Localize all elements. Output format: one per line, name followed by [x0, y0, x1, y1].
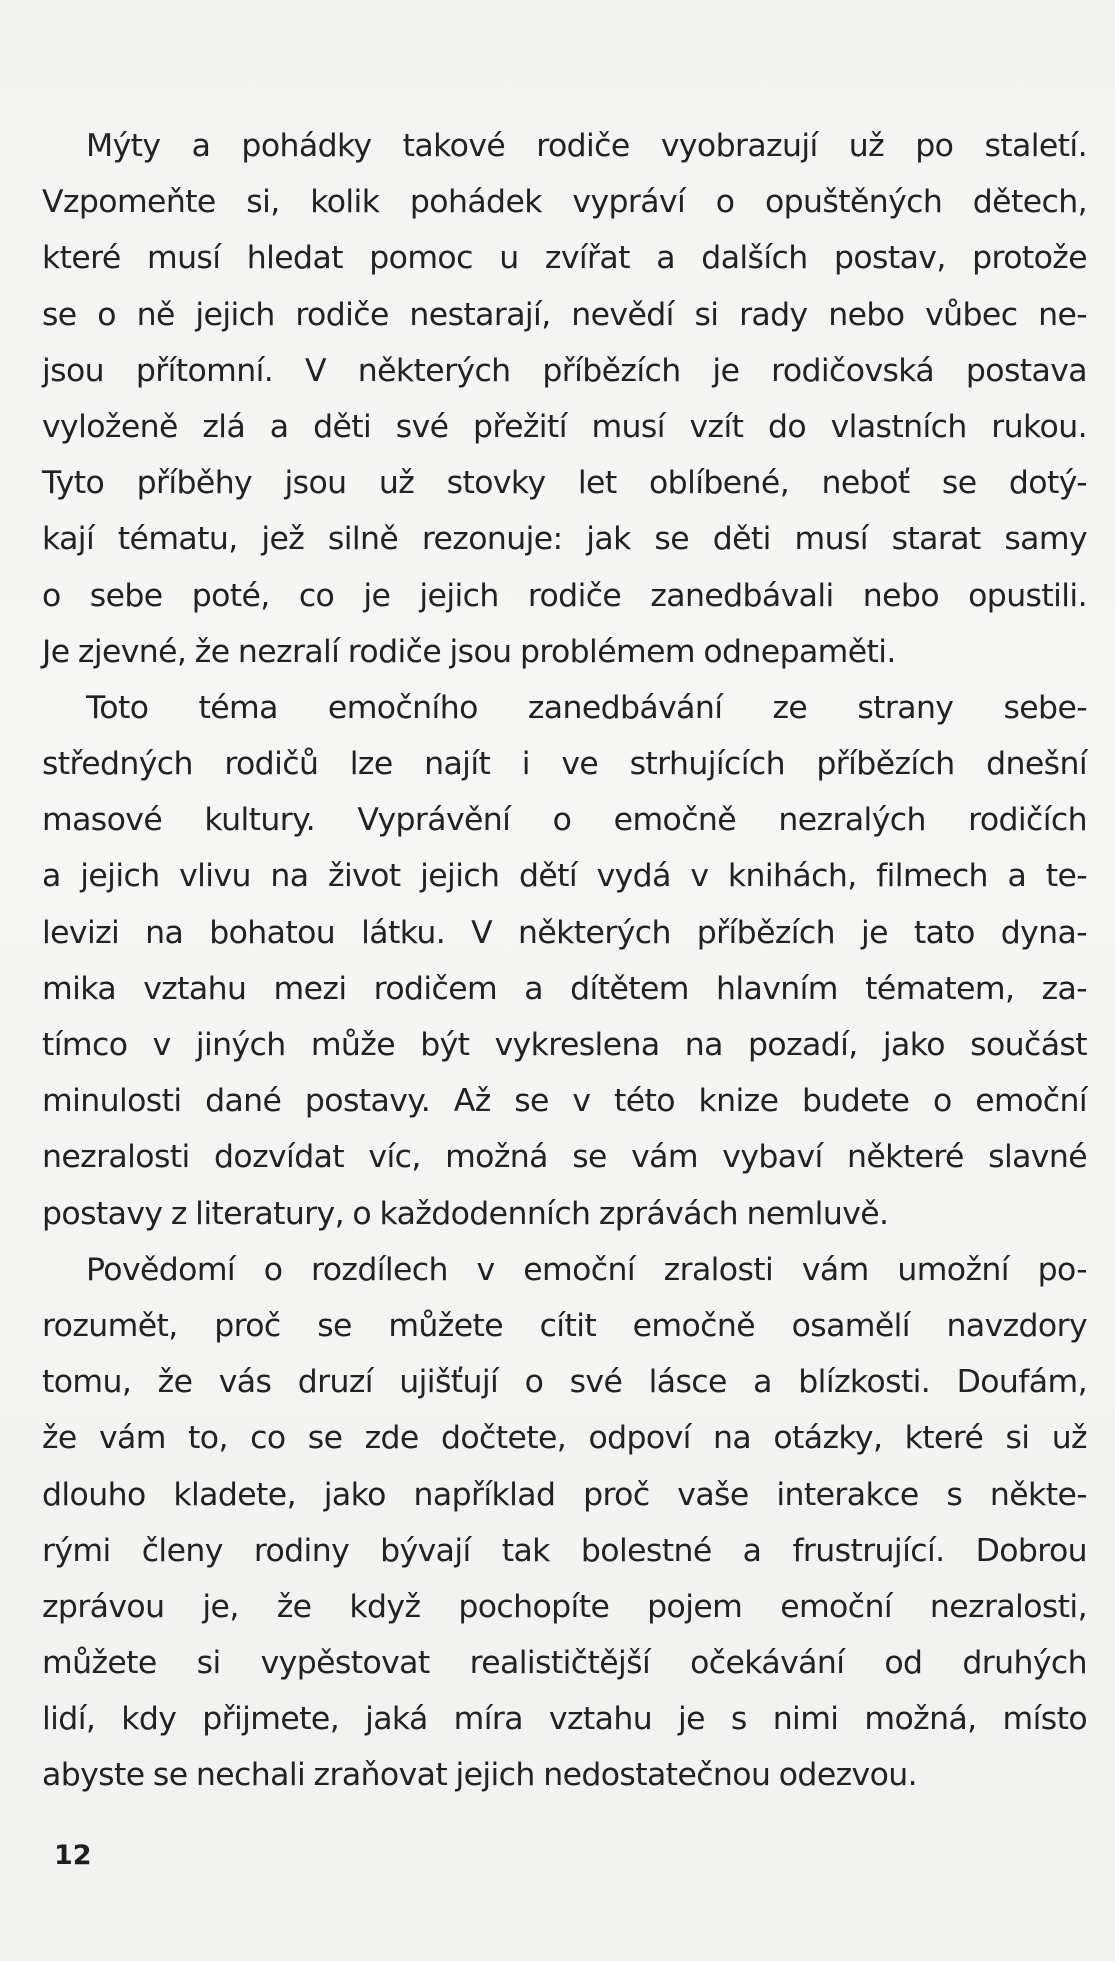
text-line: dlouho kladete, jako například proč vaše interakce s někte- [42, 1476, 1087, 1513]
text-line: středných rodičů lze najít i ve strhujících příbězích dnešní [42, 746, 1087, 783]
text-line: nezralosti dozvídat víc, možná se vám vybaví některé slavné [42, 1139, 1087, 1176]
text-line: mika vztahu mezi rodičem a dítětem hlavním tématem, za- [42, 970, 1087, 1007]
text-line: jsou přítomní. V některých příbězích je rodičovská postava [42, 352, 1087, 389]
text-line: které musí hledat pomoc u zvířat a dalších postav, protože [42, 240, 1087, 277]
text-line: rozumět, proč se můžete cítit emočně osamělí navzdory [42, 1307, 1087, 1344]
text-line: abyste se nechali zraňovat jejich nedostatečnou odezvou. [42, 1757, 918, 1794]
paragraph-2 [42, 680, 1087, 1242]
paragraph-3 [42, 1242, 1087, 1804]
text-line: Povědomí o rozdílech v emoční zralosti vám umožní po- [86, 1251, 1087, 1288]
text-line: Tyto příběhy jsou už stovky let oblíbené, neboť se dotý- [42, 465, 1087, 502]
text-line: kají tématu, jež silně rezonuje: jak se děti musí starat samy [42, 521, 1087, 558]
text-line: vyloženě zlá a děti své přežití musí vzít do vlastních rukou. [42, 408, 1087, 445]
text-line: minulosti dané postavy. Až se v této knize budete o emoční [42, 1083, 1087, 1120]
text-line: se o ně jejich rodiče nestarají, nevědí si rady nebo vůbec ne- [42, 296, 1087, 333]
text-line: rými členy rodiny bývají tak bolestné a frustrující. Dobrou [42, 1532, 1087, 1569]
text-line: o sebe poté, co je jejich rodiče zanedbávali nebo opustili. [42, 577, 1087, 614]
text-line: Mýty a pohádky takové rodiče vyobrazují už po staletí. [86, 128, 1087, 164]
text-line: lidí, kdy přijmete, jaká míra vztahu je s nimi možná, místo [42, 1701, 1087, 1738]
text-line: zprávou je, že když pochopíte pojem emoční nezralosti, [42, 1588, 1087, 1625]
body-text [42, 118, 1087, 1804]
text-line: Toto téma emočního zanedbávání ze strany sebe- [86, 689, 1087, 726]
paragraph-1 [42, 118, 1087, 680]
text-line: Vzpomeňte si, kolik pohádek vypráví o opuštěných dětech, [42, 184, 1087, 221]
text-line: masové kultury. Vyprávění o emočně nezralých rodičích [42, 802, 1087, 839]
page-number: 12 [54, 1840, 92, 1871]
text-line: Je zjevné, že nezralí rodiče jsou problémem odnepaměti. [42, 633, 896, 670]
text-line: a jejich vlivu na život jejich dětí vydá v knihách, filmech a te- [42, 858, 1087, 895]
text-line: levizi na bohatou látku. V některých příbězích je tato dyna- [42, 914, 1087, 951]
text-line: tímco v jiných může být vykreslena na pozadí, jako součást [42, 1027, 1087, 1063]
text-line: že vám to, co se zde dočtete, odpoví na otázky, které si už [42, 1420, 1087, 1457]
text-line: tomu, že vás druzí ujišťují o své lásce a blízkosti. Doufám, [42, 1364, 1087, 1401]
text-line: můžete si vypěstovat realističtější očekávání od druhých [42, 1645, 1087, 1682]
text-line: postavy z literatury, o každodenních zprávách nemluvě. [42, 1195, 889, 1232]
